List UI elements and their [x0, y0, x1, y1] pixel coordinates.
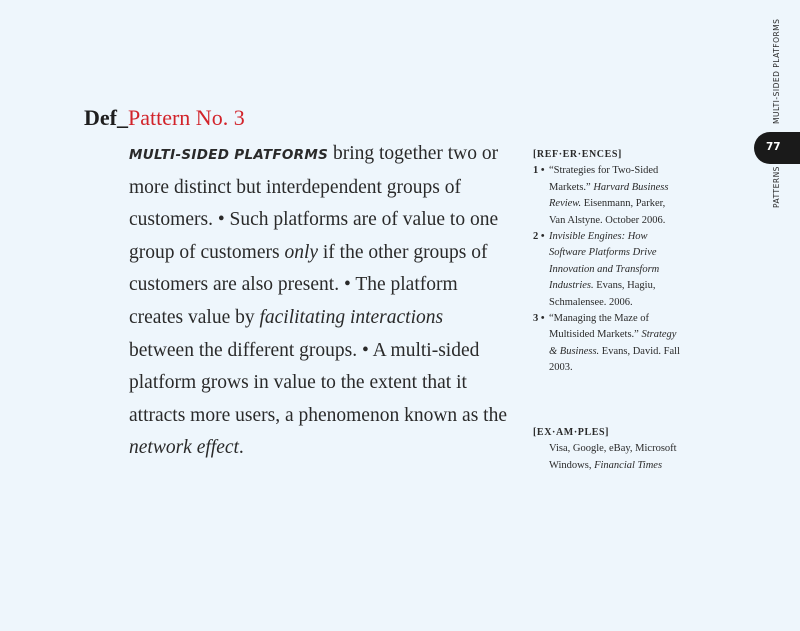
emphasis-facilitating: facilitating interactions [259, 306, 444, 328]
reference-number: 1 • [533, 165, 545, 177]
chapter-running-header: PATTERNS [772, 166, 781, 208]
references-section [533, 147, 683, 377]
reference-number: 2 • [533, 231, 545, 243]
reference-source: Harvard Business Review. [549, 181, 669, 210]
reference-number: 3 • [533, 313, 545, 325]
reference-authors: Evans, Hagiu, Schmalensee. 2006. [549, 280, 656, 308]
section-running-header: MULTI-SIDED PLATFORMS [772, 18, 781, 124]
body-text-1: bring together two or more distinct but interdependent groups of customers. • Such platforms are of value to one group of customers [129, 143, 499, 263]
reference-authors: Eisenmann, Parker, Van Alstyne. October 2006. [549, 198, 666, 226]
reference-text: “Strategies for Two-Sided Markets.” [549, 165, 659, 193]
reference-item [533, 311, 683, 377]
examples-section [533, 425, 683, 474]
reference-authors: Evans, David. Fall 2003. [549, 345, 680, 374]
def-label: Def [84, 105, 117, 130]
reference-text: “Managing the Maze of Multisided Markets.” [549, 313, 650, 341]
reference-source: Strategy & Business. [549, 329, 677, 357]
lead-term: MULTI-SIDED PLATFORMS [129, 147, 329, 163]
definition-paragraph [129, 138, 509, 465]
reference-item [533, 229, 683, 311]
page-number: 77 [766, 141, 781, 153]
examples-italic: Financial Times [594, 459, 663, 471]
def-underscore: _ [116, 105, 128, 130]
examples-list [533, 441, 683, 474]
examples-text: Visa, Google, eBay, Microsoft Windows, [549, 443, 677, 471]
emphasis-only: only [284, 241, 319, 263]
pattern-title: Pattern No. 3 [127, 105, 245, 130]
examples-label: [EX·AM·PLES] [533, 427, 610, 438]
body-text-end: . [238, 437, 244, 459]
body-text-2: if the other groups of customers are also present. • The platform creates value by [129, 241, 488, 328]
reference-source: Invisible Engines: How Software Platforms Drive Innovation and Transform Industries. [549, 231, 660, 292]
body-text-3: between the different groups. • A multi-sided platform grows in value to the extent that it attracts more users, a phenomenon known as the [129, 339, 507, 426]
page-heading [84, 104, 245, 132]
reference-item [533, 163, 683, 229]
emphasis-network-effect: network effect [129, 437, 239, 459]
references-label: [REF·ER·ENCES] [533, 149, 622, 160]
